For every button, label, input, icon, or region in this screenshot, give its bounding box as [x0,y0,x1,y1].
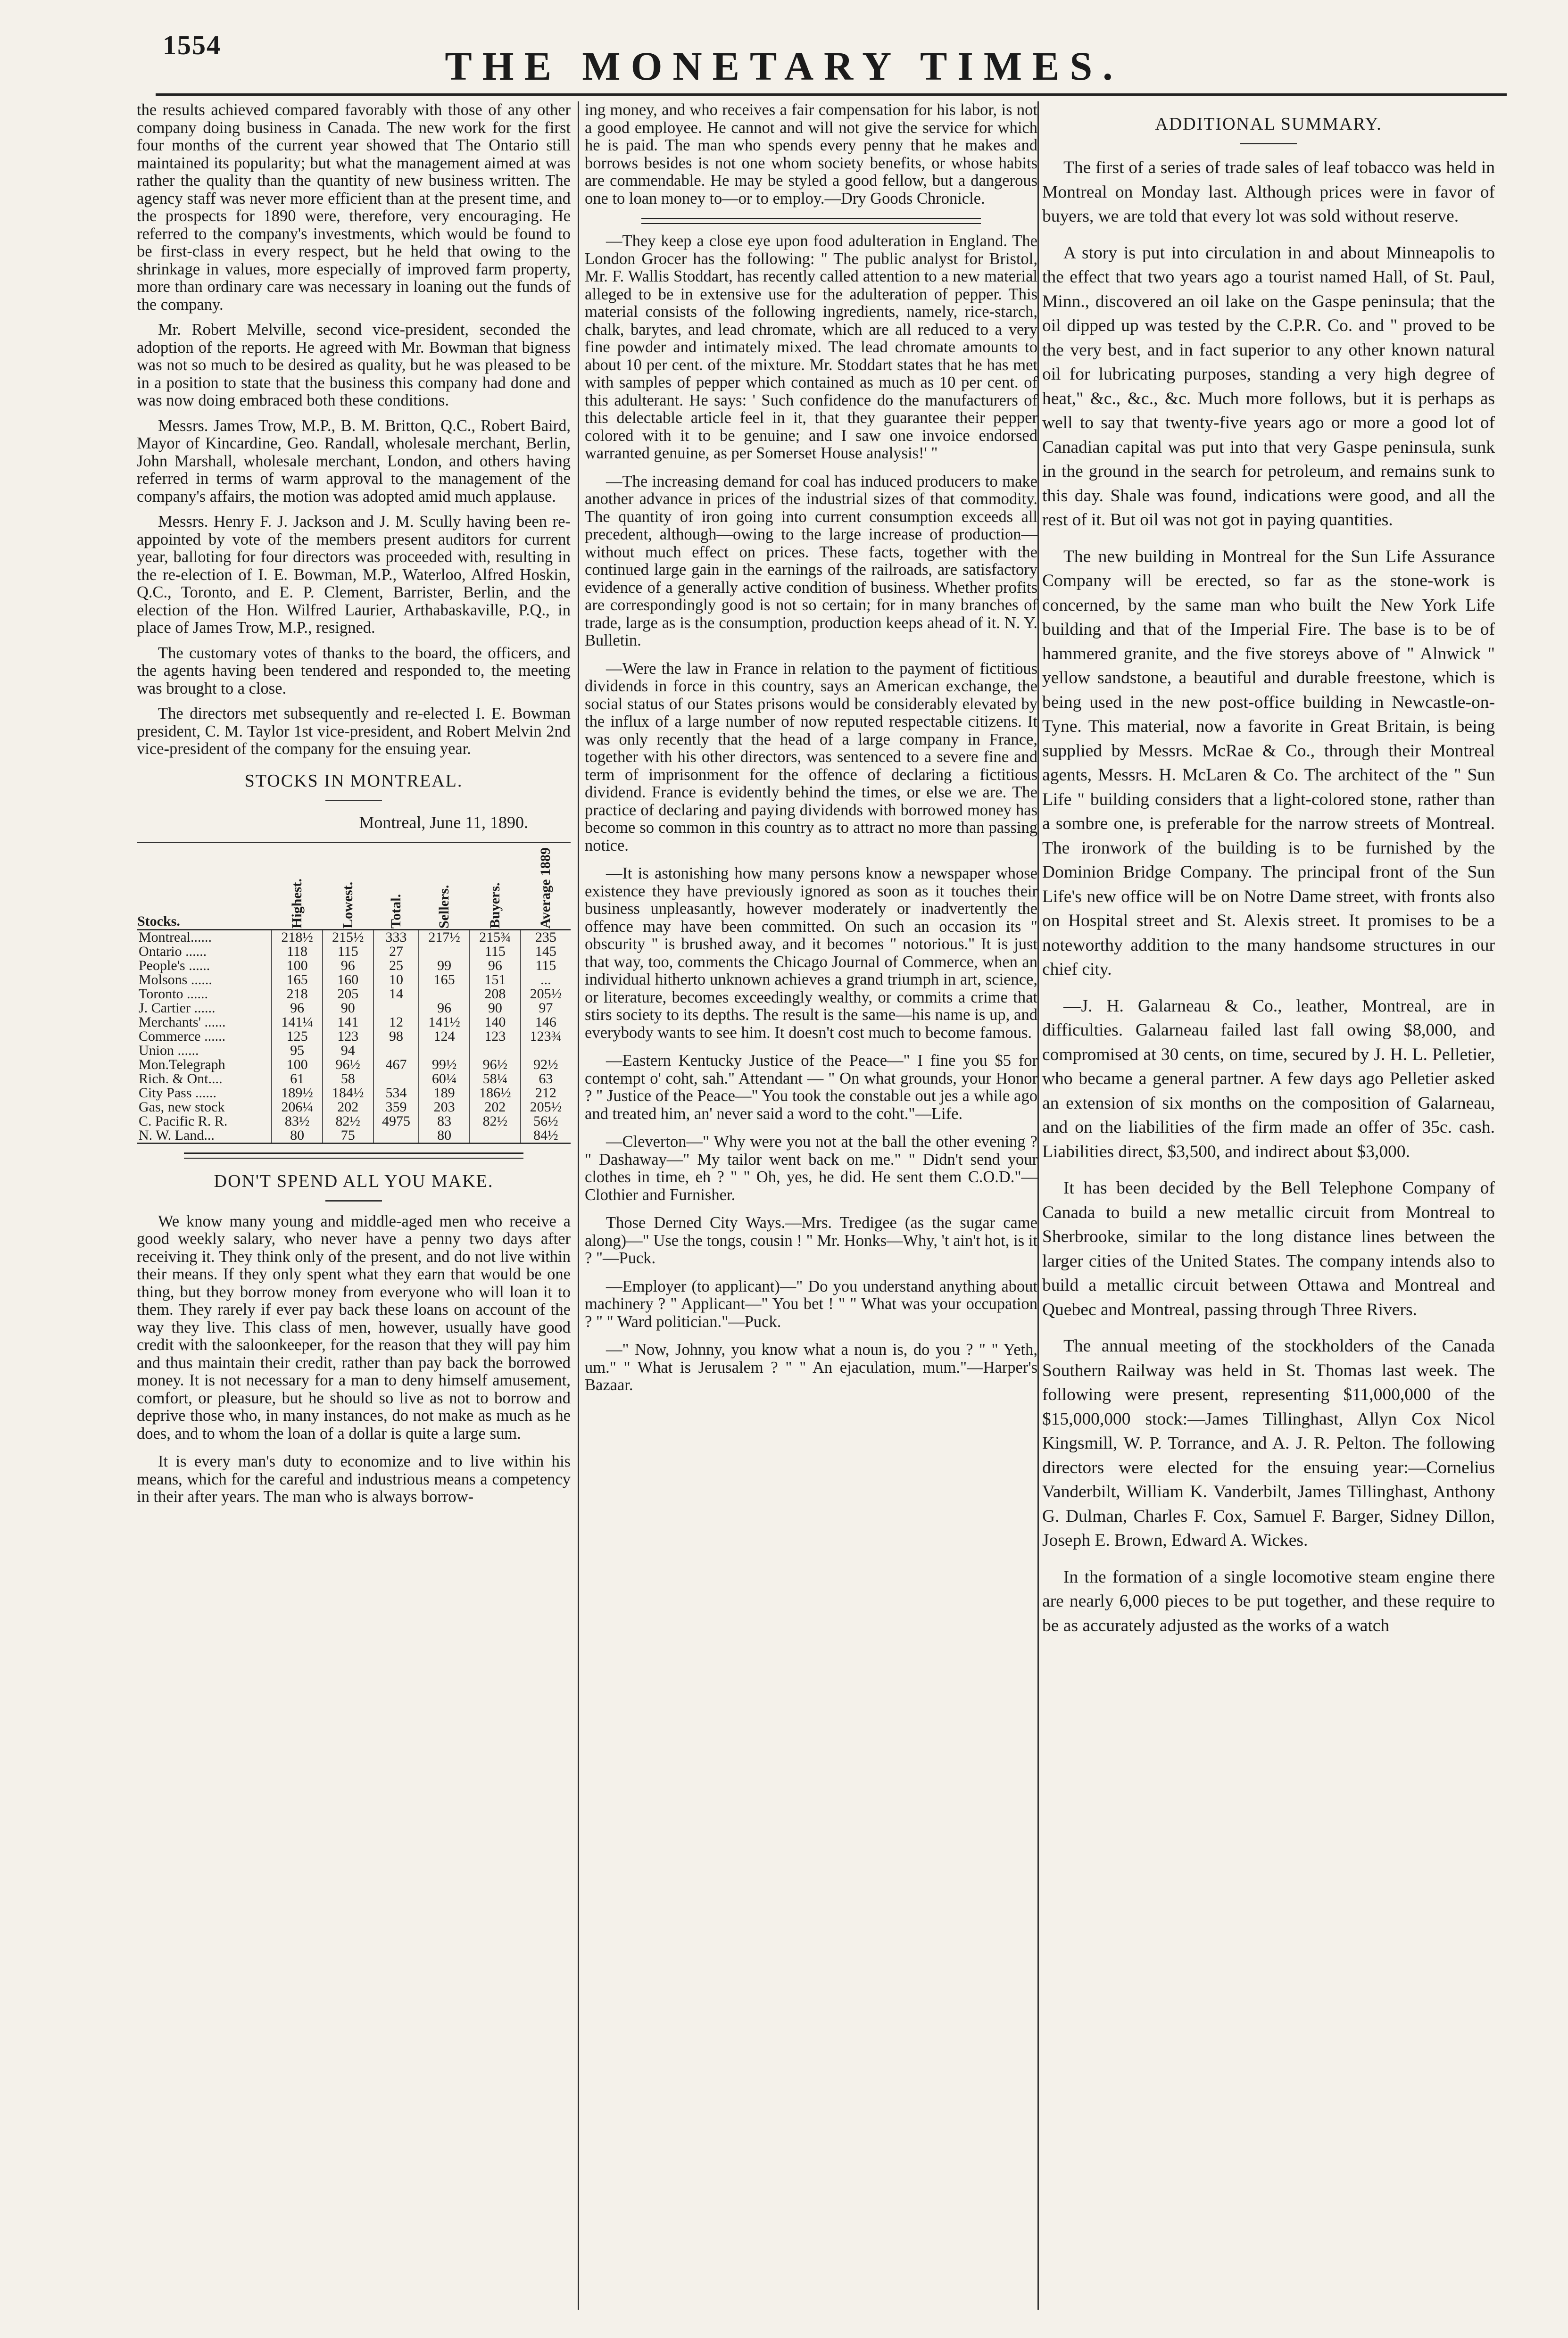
stock-value: 123 [323,1029,373,1044]
stock-value: 90 [470,1001,521,1015]
article-paragraph: —J. H. Galarneau & Co., leather, Montreal, are in difficulties. Galarneau failed last fall owing $8,000, and compromised at 30 cents, on time, secured by J. H. L. Pelletier, who became a general partner. A few days ago Pelletier asked an extension of six months on the composition of Galarneau, and on the liabilities of the firm made an offer of 35c. cash. Liabilities direct, $3,500, and indirect about $3,000. [1042,996,1495,1161]
stock-value: 125 [272,1029,323,1044]
column-right [1042,101,1495,2319]
stock-value: ... [521,973,571,987]
stock-value: 146 [521,1015,571,1029]
title-rule [325,800,382,801]
stock-value: 115 [521,959,571,973]
stock-name: Gas, new stock [139,1099,225,1115]
section-rule [184,1152,523,1159]
stocks-header: Buyers. [470,842,521,929]
stock-name: Molsons ...... [139,971,212,987]
stock-value: 100 [272,959,323,973]
stock-value: 123 [470,1029,521,1044]
stocks-row [137,945,571,959]
stock-value: 215¾ [470,929,521,945]
stocks-row [137,1058,571,1072]
stock-value: 359 [373,1100,419,1114]
article-paragraph: The customary votes of thanks to the board, the officers, and the agents having been tendered and responded to, the meeting was brought to a close. [137,644,571,697]
stock-value: 96 [419,1001,470,1015]
article-paragraph: In the formation of a single locomotive steam engine there are nearly 6,000 pieces to be put together, and these require to be as accurately adjusted as the works of a watch [1042,1567,1495,1635]
stock-value: 141½ [419,1015,470,1029]
stock-value: 58¼ [470,1072,521,1086]
stock-value: 99½ [419,1058,470,1072]
stock-value: 115 [323,945,373,959]
stock-value: 99 [419,959,470,973]
stock-value: 208 [470,987,521,1001]
article-paragraph: Those Derned City Ways.—Mrs. Tredigee (as the sugar came along)—" Use the tongs, cousin ! " Mr. Honks—Why, 't ain't hot, is it ? "—Puck. [585,1214,1037,1267]
article-paragraph: —Eastern Kentucky Justice of the Peace—" I fine you $5 for contempt o' coht, sah." Attendant — " On what grounds, your Honor ? " Justice of the Peace—" You took the constable out jes a while ago and treated him, an' never said a word to the coht."—Life. [585,1052,1037,1123]
stock-value: 333 [373,929,419,945]
stock-value: 10 [373,973,419,987]
article-paragraph: —They keep a close eye upon food adulteration in England. The London Grocer has the following: " The public analyst for Bristol, Mr. F. Wallis Stoddart, has recently called attention to a new material alleged to be in extensive use for the adulteration of pepper. This material consists of the following ingredients, namely, rice-starch, chalk, barytes, and lead chromate, which are all reduced to a very fine powder and intimately mixed. The lead chromate amounts to about 10 per cent. of the mixture. Mr. Stoddart states that he has met with samples of pepper which contained as much as 10 per cent. of this adulterant. He says: ' Such confidence do the manufacturers of this delectable article feel in it, that they guarantee their pepper colored with it to be genuine; and I saw one invoice endorsed warranted genuine, as per Somerset House analysis!' " [585,232,1037,462]
stock-value: 184½ [323,1086,373,1100]
stocks-row [137,1114,571,1128]
stock-value: 205½ [521,1100,571,1114]
article-paragraph: The annual meeting of the stockholders of the Canada Southern Railway was held in St. Thomas last week. The following were present, representing $11,000,000 of the $15,000,000 stock:—James Tillinghast, Allyn Cox Nicol Kingsmill, W. P. Torrance, and A. J. R. Pelton. The following directors were elected for the ensuing year:—Cornelius Vanderbilt, William K. Vanderbilt, James Tillinghast, Anthony G. Dulman, Charles F. Cox, Samuel F. Barger, Sidney Dillon, Joseph E. Brown, Edward A. Wickes. [1042,1336,1495,1550]
title-rule [325,1200,382,1202]
article-paragraph: —" Now, Johnny, you know what a noun is, do you ? " " Yeth, um." " What is Jerusalem ? " " An ejaculation, mum."—Harper's Bazaar. [585,1341,1037,1394]
stock-value: 118 [272,945,323,959]
stock-value: 60¼ [419,1072,470,1086]
stocks-row [137,973,571,987]
stock-name: Montreal...... [139,929,212,945]
stock-value: 235 [521,929,571,945]
article-paragraph: The directors met subsequently and re-elected I. E. Bowman president, C. M. Taylor 1st vice-president, and Robert Melvin 2nd vice-president of the company for the ensuing year. [137,705,571,758]
header-rule [156,93,1507,96]
article-paragraph: It has been decided by the Bell Telephone Company of Canada to build a new metallic circuit from Montreal to Sherbrooke, similar to the long distance lines between the larger cities of the United States. The company intends also to build a metallic circuit between Ottawa and Montreal and Quebec and Montreal, passing through Three Rivers. [1042,1178,1495,1319]
stock-value: 145 [521,945,571,959]
stock-value: 160 [323,973,373,987]
stocks-row [137,1029,571,1044]
stock-value: 25 [373,959,419,973]
stocks-title: STOCKS IN MONTREAL. [244,771,463,791]
dont-spend-title: DON'T SPEND ALL YOU MAKE. [214,1171,494,1191]
stocks-row [137,1100,571,1114]
column-divider [578,101,579,2310]
stock-value: 218½ [272,929,323,945]
stock-value: 75 [323,1128,373,1144]
stock-value: 96½ [470,1058,521,1072]
stock-name: J. Cartier ...... [139,1000,216,1016]
stocks-table [137,842,571,1144]
stock-value: 84½ [521,1128,571,1144]
stock-name: Toronto ...... [139,986,208,1002]
stock-name: Commerce ...... [139,1028,226,1044]
stock-value: 212 [521,1086,571,1100]
stock-value: 189½ [272,1086,323,1100]
column-divider [1037,101,1039,2310]
stocks-row [137,1128,571,1144]
stock-value [470,1044,521,1058]
stocks-header: Average 1889 [521,842,571,929]
article-paragraph: The new building in Montreal for the Sun Life Assurance Company will be erected, so far as the stone-work is concerned, by the same man who built the New York Life building and that of the Imperial Fire. The base is to be of hammered granite, and the five storeys above of " Alnwick " yellow sandstone, a beautiful and durable freestone, which is being used in the new post-office building in Newcastle-on-Tyne. This material, now a favorite in Great Britain, is being supplied by Messrs. McRae & Co., through their Montreal agents, Messrs. H. McLaren & Co. The architect of the " Sun Life " building considers that a light-colored stone, rather than a sombre one, is preferable for the narrow streets of Montreal. The ironwork of the building is to be furnished by the Dominion Bridge Company. The principal front of the Sun Life's new office will be on Notre Dame street, with fronts also on Hospital street and St. Alexis street. It promises to be a noteworthy addition to the many handsome structures in our chief city. [1042,547,1495,979]
stocks-row [137,1044,571,1058]
stock-value: 63 [521,1072,571,1086]
stock-value: 205½ [521,987,571,1001]
article-paragraph: —It is astonishing how many persons know a newspaper whose existence they have previously ignored as soon as it touches their business unpleasantly, however moderately or inadvertently the offence may have been committed. On such an occasion its " obscurity " is brushed away, and it becomes " notorious." It is just that way, too, comments the Chicago Journal of Commerce, when an individual hitherto unknown achieves a grand triumph in art, science, or literature, becomes exceedingly wealthy, or commits a crime that stirs society to its depths. The result is the same—his name is up, and everybody wants to see him. It doesn't cost much to become famous. [585,864,1037,1042]
stock-value: 56½ [521,1114,571,1128]
stock-value: 165 [419,973,470,987]
article-paragraph: We know many young and middle-aged men who receive a good weekly salary, who never have a penny two days after receiving it. They think only of the present, and do not live within their means. If they only spent what they earn that would be one thing, but they borrow money from everyone who will loan it to them. They rarely if ever pay back these loans on account of the way they live. This class of men, however, usually have good credit with the saloonkeeper, for the reason that they will pay him and thus maintain their credit, rather than pay back the borrowed money. It is not necessary for a man to deny himself amusement, comfort, or pleasure, but he should so live as not to borrow and deprive those who, in many instances, do not make as much as he does, and to whom the loan of a dollar is quite a large sum. [137,1212,571,1443]
stock-value: 123¾ [521,1029,571,1044]
stock-value: 202 [323,1100,373,1114]
stock-value: 95 [272,1044,323,1058]
stock-value [373,1128,419,1144]
stock-value: 83½ [272,1114,323,1128]
stock-name: City Pass ...... [139,1085,217,1101]
stock-value [419,1044,470,1058]
stock-name: C. Pacific R. R. [139,1113,228,1129]
stocks-header: Total. [373,842,419,929]
stock-value: 96 [470,959,521,973]
column-middle [585,101,1037,2319]
stock-value [373,1044,419,1058]
additional-summary-title: ADDITIONAL SUMMARY. [1155,114,1382,134]
article-paragraph: —Were the law in France in relation to the payment of fictitious dividends in force in this country, says an American exchange, the social status of our States prisons would be considerably elevated by the influx of a large number of now reputed respectable citizens. It was only recently that the head of a large company in France, together with his other directors, was sentenced to a severe fine and term of imprisonment for the offence of declaring a fictitious dividend. France is evidently behind the times, or else we are. The practice of declaring and paying dividends with borrowed money has become so common in this country as to attract no more than passing notice. [585,659,1037,854]
stock-name: N. W. Land... [137,1128,272,1144]
stock-value: 97 [521,1001,571,1015]
article-paragraph: ing money, and who receives a fair compensation for his labor, is not a good employee. He cannot and will not give the service for which he is paid. The man who spends every penny that he makes and borrows besides is not one whom society benefits, or whose habits are commendable. He may be styled a good fellow, but a dangerous one to loan money to—or to employ.—Dry Goods Chronicle. [585,101,1037,207]
stocks-row [137,1001,571,1015]
stock-value: 206¼ [272,1100,323,1114]
article-paragraph: —Employer (to applicant)—" Do you understand anything about machinery ? " Applicant—" You bet ! " " What was your occupation ? " " Ward politician."—Puck. [585,1277,1037,1331]
stock-value: 58 [323,1072,373,1086]
stock-name: Mon.Telegraph [139,1056,225,1072]
stock-value: 83 [419,1114,470,1128]
stock-value: 98 [373,1029,419,1044]
stock-value: 186½ [470,1086,521,1100]
stock-value: 215½ [323,929,373,945]
stocks-row [137,1072,571,1086]
stock-value: 94 [323,1044,373,1058]
masthead-title: THE MONETARY TIMES. [445,43,1123,89]
article-paragraph: The first of a series of trade sales of leaf tobacco was held in Montreal on Monday last. Although prices were in favor of buyers, we are told that every lot was sold without reserve. [1042,158,1495,226]
stock-value: 96½ [323,1058,373,1072]
stock-value [419,945,470,959]
stock-value: 115 [470,945,521,959]
stock-value: 467 [373,1058,419,1072]
stock-value: 12 [373,1015,419,1029]
stock-value: 80 [419,1128,470,1144]
stock-value: 203 [419,1100,470,1114]
stock-value: 189 [419,1086,470,1100]
stock-value: 96 [272,1001,323,1015]
stocks-header: Sellers. [419,842,470,929]
stock-value: 141 [323,1015,373,1029]
stock-value: 27 [373,945,419,959]
stock-value: 80 [272,1128,323,1144]
stocks-row [137,987,571,1001]
column-left [137,101,571,2319]
article-paragraph: Messrs. James Trow, M.P., B. M. Britton, Q.C., Robert Baird, Mayor of Kincardine, Geo. Randall, wholesale merchant, Berlin, John Marshall, wholesale merchant, London, and others having referred in terms of warm approval to the management of the company's affairs, the motion was adopted amid much applause. [137,416,571,506]
stock-value [373,1001,419,1015]
stocks-body [137,929,571,1143]
page-number: 1554 [163,30,221,60]
stock-value: 165 [272,973,323,987]
stock-value: 82½ [470,1114,521,1128]
article-paragraph: —The increasing demand for coal has induced producers to make another advance in prices of the industrial sizes of that commodity. The quantity of iron going into current consumption exceeds all precedent, although—owing to the large increase of production—without much effect on prices. These facts, together with the continued large gain in the earnings of the railroads, are satisfactory evidence of a generally active condition of business. Whether profits are correspondingly good is not so certain; for in many branches of trade, large as is the consumption, production keeps ahead of it. N. Y. Bulletin. [585,472,1037,649]
stock-value [419,987,470,1001]
article-paragraph: Messrs. Henry F. J. Jackson and J. M. Scully having been re-appointed by vote of the members present auditors for current year, balloting for four directors was proceeded with, resulting in the re-election of I. E. Bowman, M.P., Waterloo, Alfred Hoskin, Q.C., Toronto, and E. P. Clement, Barrister, Berlin, and the election of the Hon. Wilfred Laurier, Arthabaskaville, P.Q., in place of James Trow, M.P., resigned. [137,513,571,637]
stocks-header: Stocks. [137,842,272,929]
stock-value: 205 [323,987,373,1001]
stock-value [470,1128,521,1144]
stocks-header: Lowest. [323,842,373,929]
stock-value: 217½ [419,929,470,945]
article-paragraph: the results achieved compared favorably with those of any other company doing business in Canada. The new work for the first four months of the current year showed that The Ontario still maintained its popularity; but what the management aimed at was rather the quality than the quantity of new business written. The agency staff was never more efficient than at the present time, and the prospects for 1890 were, therefore, very encouraging. He referred to the company's investments, which would be found to be first-class in every respect, but he held that owing to the shrinkage in values, more especially of improved farm property, more than ordinary care was necessary in loaning out the funds of the company. [137,101,571,314]
title-rule [1240,143,1297,144]
stock-value: 96 [323,959,373,973]
stock-value: 140 [470,1015,521,1029]
stock-value: 82½ [323,1114,373,1128]
stock-value [521,1044,571,1058]
stocks-row [137,1015,571,1029]
article-paragraph: —Cleverton—" Why were you not at the ball the other evening ? " Dashaway—" My tailor went back on me." " Didn't send your clothes in time, eh ? " " Oh, yes, he did. He sent them C.O.D."—Clothier and Furnisher. [585,1133,1037,1204]
stock-value: 92½ [521,1058,571,1072]
stock-value [373,1072,419,1086]
stock-name: People's ...... [139,957,210,973]
stocks-row [137,1086,571,1100]
stock-name: Rich. & Ont.... [139,1070,223,1086]
stock-value: 124 [419,1029,470,1044]
stock-value: 14 [373,987,419,1001]
stock-value: 90 [323,1001,373,1015]
article-paragraph: It is every man's duty to economize and to live within his means, which for the careful and industrious means a competency in their after years. The man who is always borrow- [137,1452,571,1506]
stock-name: Union ...... [139,1042,199,1058]
stock-value: 61 [272,1072,323,1086]
stocks-header: Highest. [272,842,323,929]
stock-value: 202 [470,1100,521,1114]
stock-value: 218 [272,987,323,1001]
stock-value: 151 [470,973,521,987]
stock-value: 141¼ [272,1015,323,1029]
article-paragraph: A story is put into circulation in and about Minneapolis to the effect that two years ago a tourist named Hall, of St. Paul, Minn., discovered an oil lake on the Gaspe peninsula; that the oil dipped up was tested by the C.P.R. Co. and " proved to be the very best, and in fact superior to any other known natural oil for lubricating purposes, standing a very high degree of heat," &c., &c., &c. Much more follows, but it is perhaps as well to say that twenty-five years ago or more a good lot of Canadian capital was put into that very Gaspe peninsula, sunk in the ground in the search for petroleum, and remains sunk to this day. Shale was found, indications were good, and all the rest of it. But oil was not got in paying quantities. [1042,243,1495,530]
page-header [0,0,1568,99]
stocks-row [137,929,571,945]
stock-value: 534 [373,1086,419,1100]
stock-name: Merchants' ...... [139,1014,226,1030]
section-rule [641,218,981,224]
stocks-header-row [137,842,571,929]
stock-value: 100 [272,1058,323,1072]
article-paragraph: Mr. Robert Melville, second vice-president, seconded the adoption of the reports. He agreed with Mr. Bowman that bigness was not so much to be desired as quality, but he was pleased to be in a position to state that the business this company had done and was now doing embraced both these conditions. [137,321,571,409]
stocks-date: Montreal, June 11, 1890. [359,812,528,832]
stocks-row [137,959,571,973]
stock-name: Ontario ...... [139,943,207,959]
stock-value: 4975 [373,1114,419,1128]
